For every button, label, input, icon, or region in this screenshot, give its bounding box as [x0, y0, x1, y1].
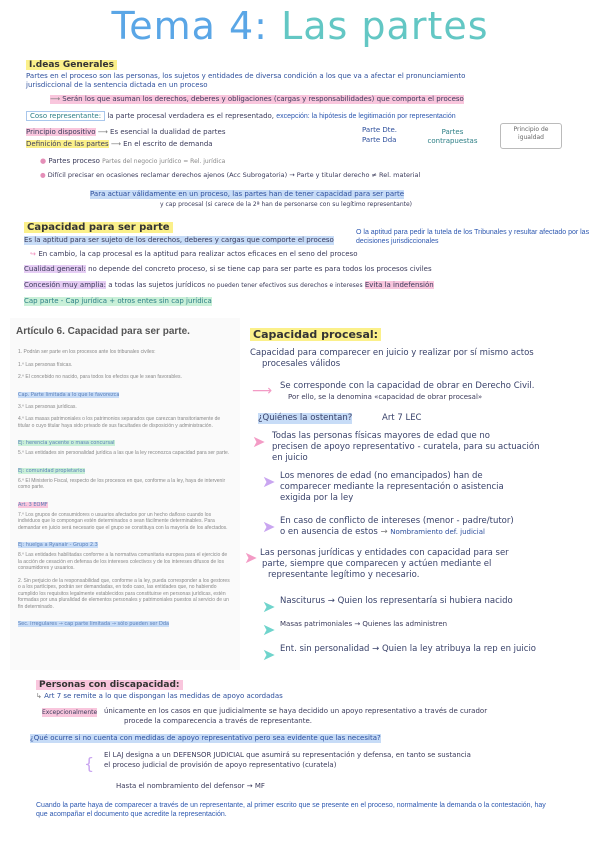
articulo-n4: Art. 3 EOMF — [18, 501, 48, 508]
disc-question: ¿Qué ocurre si no cuenta con medidas de apoyo representativo pero sea evidente que las necesita? — [30, 734, 381, 742]
articulo-p7: 6.º El Ministerio Fiscal, respecto de los procesos en que, conforme a la ley, haya de intervenir como parte. — [18, 477, 226, 490]
articulo-p8: 7.º Los grupos de consumidores o usuarios afectados por un hecho dañoso cuando los individuos que lo compongan estén determinados o sean fácilmente determinables. Para demandar en juicio será necesario que el grupo se constituya con la mayoría de los afectados. — [18, 511, 228, 531]
articulo-n3: Ej: comunidad propietarios — [18, 467, 86, 474]
capacidad-parte-note: O la aptitud para pedir la tutela de los Tribunales y resultar afectado por las decisiones jurisdiccionales — [356, 229, 590, 245]
capacidad-parte-line2-row: ↪ En cambio, la cap procesal es la aptitud para realizar actos eficaces en el seno del proceso — [30, 250, 358, 258]
cap-procesal-r1b: Por ello, se la denomina «capacidad de obrar procesal» — [288, 393, 483, 401]
b3-row: o en ausencia de estos → Nombramiento def. judicial — [280, 527, 485, 537]
cap-procesal-def1: Capacidad para comparecer en juicio y realizar por sí mismo actos — [250, 348, 534, 358]
articulo-panel — [10, 318, 240, 670]
c1: Nasciturus → Quien los representaría si hubiera nacido — [280, 596, 513, 606]
articulo-p10: 2. Sin perjuicio de la responsabilidad que, conforme a la ley, pueda corresponder a los gestores o a los partícipes, podrán ser demandadas, en todo caso, las entidades que, no habiendo cumplido los requisitos legalmente establecidos para constituirse en personas jurídicas, estén formadas por una pluralidad de elementos personales y patrimoniales puestos al servicio de un fin determinado. — [18, 577, 230, 610]
chevron-right-icon: ➤ — [262, 597, 276, 616]
articulo-p9: 8.º Las entidades habilitadas conforme a la normativa comunitaria europea para el ejercicio de la acción de cesación en defensa de los intereses colectivos y de los intereses difusos de los consumidores y usuarios. — [18, 552, 228, 571]
disc-a1: El LAJ designa a un DEFENSOR JUDICIAL que asumirá su representación y defensa, en tanto se sustancia — [104, 751, 471, 759]
parte-proceso-row: ● Partes proceso Partes del negocio jurídico = Rel. jurídica — [40, 157, 226, 165]
definicion-row: Definición de las partes ⟶ En el escrito de demanda — [26, 140, 213, 148]
actuar-sub: y cap procesal (si carece de la 2ª han de personarse con su legítimo representante) — [160, 201, 413, 208]
disc-line1-row: ↳ Art 7 se remite a lo que dispongan las medidas de apoyo acordadas — [36, 692, 283, 700]
articulo-p3: 2.º El concebido no nacido, para todos los efectos que le sean favorables. — [18, 374, 182, 380]
curly-bracket-icon: { — [84, 754, 95, 773]
dificil-row: ● Difícil precisar en ocasiones reclamar derechos ajenos (Acc Subrogatoria) → Parte y titular derecho ≠ Rel. material — [40, 171, 421, 179]
capacidad-parte-line1: Es la aptitud para ser sujeto de los derechos, deberes y cargas que comporte el proceso — [24, 236, 334, 244]
section-heading-discapacidad: Personas con discapacidad: — [36, 680, 183, 690]
art-7-lec: Art 7 LEC — [382, 413, 422, 423]
b1b: precisen de apoyo representativo - curatela, para su actuación — [272, 442, 540, 452]
definicion-label: Definición de las partes — [26, 140, 109, 148]
disc-a2: el proceso judicial de provisión de apoyo representativo (curatela) — [104, 761, 337, 769]
disc-a3: Hasta el nombramiento del defensor → MF — [116, 782, 265, 790]
section-heading-capacidad-procesal: Capacidad procesal: — [250, 328, 381, 341]
chevron-right-icon: ➤ — [252, 432, 266, 451]
concepto-text: la parte procesal verdadera es el representado, — [107, 112, 275, 120]
arrow-icon: ⟶ — [252, 383, 273, 399]
b4: Las personas jurídicas y entidades con capacidad para ser — [260, 548, 509, 558]
title-part1: Tema 4 — [111, 4, 255, 48]
disc-line2: únicamente en los casos en que judicialmente se haya decidido un apoyo representativo a través de curador — [104, 707, 488, 715]
title-colon: : — [254, 4, 268, 48]
page-title — [0, 4, 600, 48]
chevron-right-icon: ➤ — [262, 472, 276, 491]
concepto-exception: excepción: la hipótesis de legitimación por representación — [276, 113, 456, 120]
parte-dda: Parte Dda — [362, 136, 397, 144]
section-heading-ideas: I.deas Generales — [26, 60, 117, 70]
quienes-question: ¿Quiénes la ostentan? — [258, 413, 353, 423]
chevron-right-icon: ➤ — [262, 620, 276, 639]
ideas-line2: jurisdiccional de la sentencia dictada en un proceso — [26, 81, 208, 89]
principio-label: Principio dispositivo — [26, 128, 96, 136]
articulo-n2: Ej: herencia yacente o masa concursal — [18, 440, 115, 446]
cap-procesal-def2: procesales válidos — [262, 359, 341, 369]
articulo-p1: 1. Podrán ser parte en los procesos ante los tribunales civiles: — [18, 349, 156, 355]
cap-procesal-r1: Se corresponde con la capacidad de obrar en Derecho Civil. — [280, 381, 535, 391]
disc-sub-label: Excepcionalmente — [42, 709, 98, 716]
articulo-p2: 1.º Las personas físicas. — [18, 361, 73, 368]
principio-igualdad-box: Principio de igualdad — [500, 123, 562, 149]
b2: Los menores de edad (no emancipados) han de — [280, 471, 483, 481]
b3: En caso de conflicto de intereses (menor - padre/tutor) — [280, 516, 514, 526]
cualidad-general-row: Cualidad general: no depende del concreto proceso, si se tiene cap para ser parte es para todos los procesos civiles — [24, 265, 432, 273]
chevron-right-icon: ➤ — [262, 517, 276, 536]
cap-parte-line: Cap parte - Cap jurídica + otros entes sin cap jurídica — [24, 297, 212, 305]
b4b: parte, siempre que comparecen y actúen mediante el — [262, 559, 492, 569]
partes-contrapuestas: Partes contrapuestas — [427, 128, 478, 145]
principio-row: Principio dispositivo ⟶ Es esencial la dualidad de partes — [26, 128, 226, 136]
c3: Ent. sin personalidad → Quien la ley atribuya la rep en juicio — [280, 644, 537, 654]
articulo-n1: Cap. Parte limitada a lo que le favorezca — [18, 391, 120, 398]
b2c: exigida por la ley — [280, 493, 354, 503]
disc-line3: procede la comparecencia a través de representante. — [124, 717, 313, 725]
articulo-p6: 5.º Las entidades sin personalidad jurídica a las que la ley reconozca capacidad para ser parte. — [18, 450, 230, 456]
articulo-n6: Sec. irregulares → cap parte limitada → sólo pueden ser Dda — [18, 621, 170, 627]
articulo-title: Artículo 6. Capacidad para ser parte. — [16, 326, 190, 337]
concepto-label: Coso representante: — [26, 111, 105, 121]
concesion-row: Concesión muy amplia: a todas las sujetos jurídicos no pueden tener efectivos sus derechos e intereses Evita la indefensión — [24, 281, 434, 289]
actuar-line: Para actuar válidamente en un proceso, las partes han de tener capacidad para ser parte — [90, 190, 405, 198]
b1c: en juicio — [272, 453, 308, 463]
section-heading-capacidad-parte: Capacidad para ser parte — [24, 222, 173, 233]
concepto-row — [26, 112, 456, 121]
ideas-line1: Partes en el proceso son las personas, los sujetos y entidades de diversa condición a los que va a afectar el pronunciamiento — [26, 72, 466, 80]
articulo-p5: 4.º Las masas patrimoniales o los patrimonios separados que carezcan transitoriamente de titular o cuyo titular haya sido privado de sus facultades de disposición y administración. — [18, 416, 221, 429]
bottom-note: Cuando la parte haya de comparecer a través de un representante, al primer escrito que se presente en el proceso, normalmente la demanda o la contestación, hay que acompañar el documento que acredite la representación. — [36, 802, 546, 818]
chevron-right-icon: ➤ — [262, 645, 276, 664]
b4c: representante legítimo y necesario. — [268, 570, 420, 580]
c2: Masas patrimoniales → Quienes las administren — [280, 620, 448, 628]
definicion-text: En el escrito de demanda — [123, 140, 213, 148]
chevron-right-icon: ➤ — [244, 548, 258, 567]
title-part2: Las partes — [281, 4, 489, 48]
articulo-n5: Ej: huelga a Ryanair - Grupo 2.3 — [18, 542, 98, 548]
b2b: comparecer mediante la representación o asistencia — [280, 482, 504, 492]
ideas-line3: ⟶ Serán los que asuman los derechos, deberes y obligaciones (cargas y responsabilidades) que comporta el proceso — [50, 95, 464, 103]
parte-dte: Parte Dte. — [362, 126, 398, 134]
principio-text: Es esencial la dualidad de partes — [110, 128, 226, 136]
b1: Todas las personas físicas mayores de edad que no — [272, 431, 490, 441]
articulo-p4: 3.º Las personas jurídicas. — [18, 403, 77, 410]
